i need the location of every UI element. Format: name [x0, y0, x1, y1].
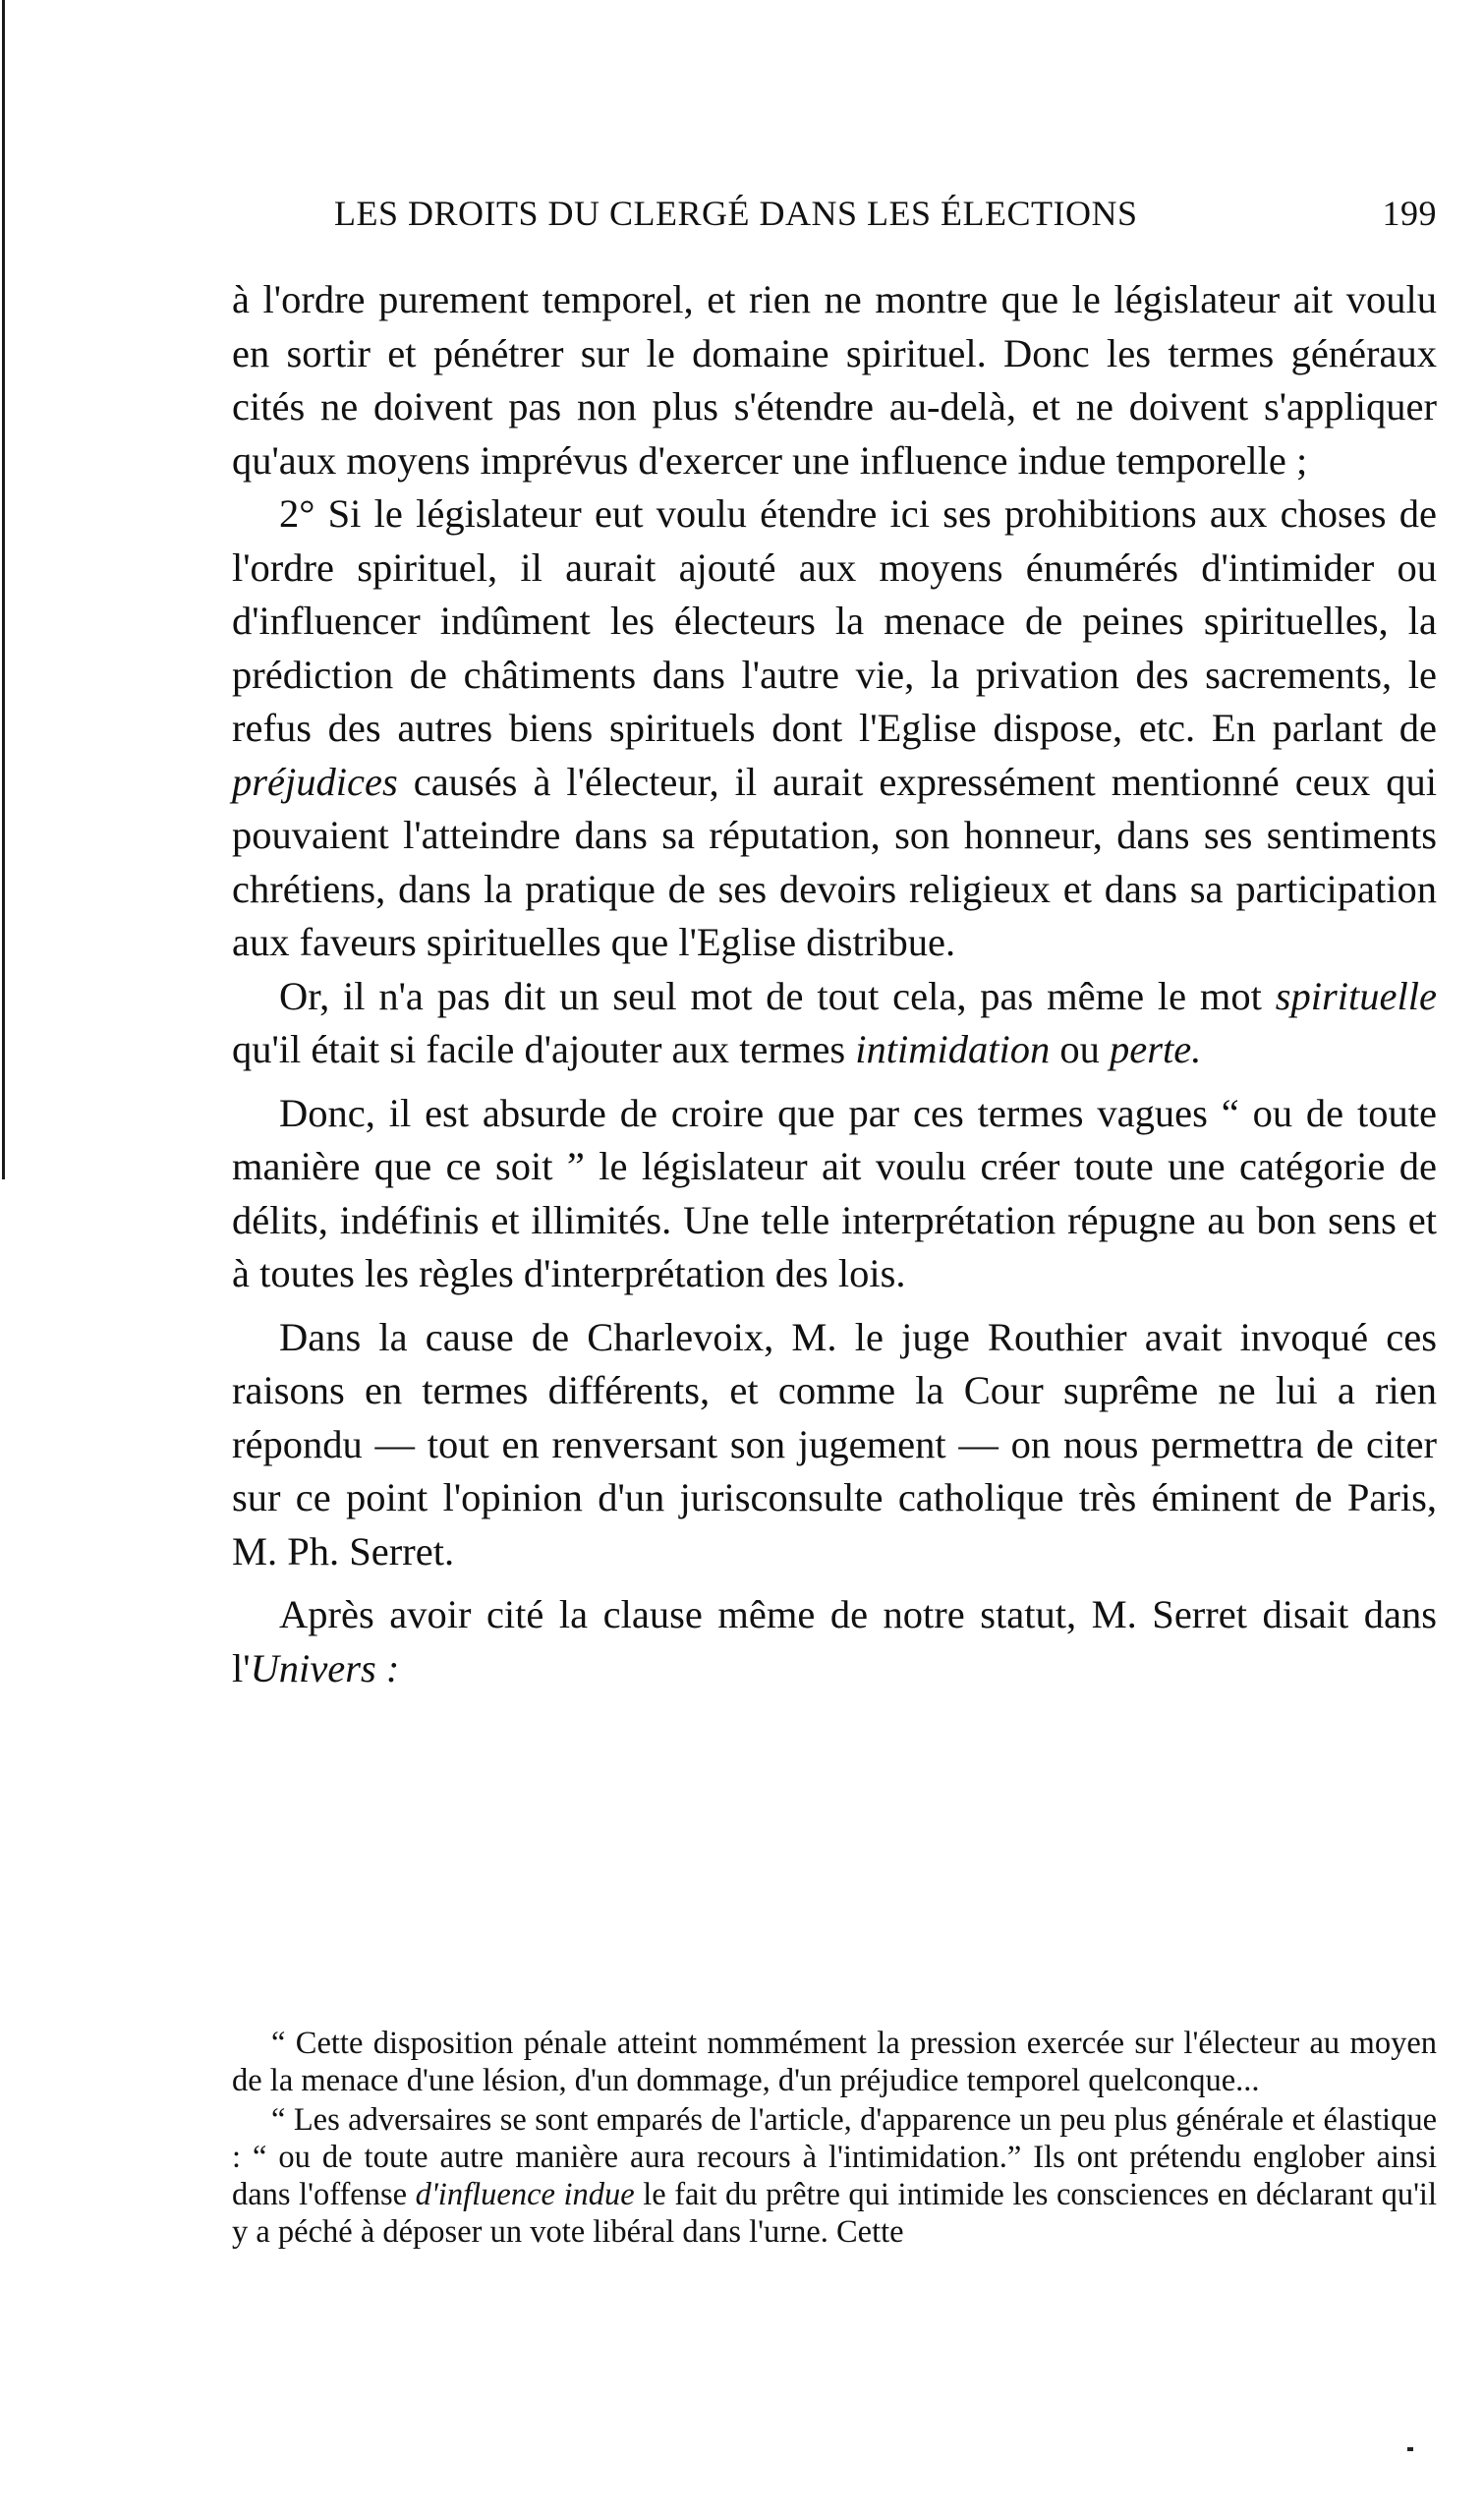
emphasis-perte: perte. — [1110, 1027, 1202, 1071]
page-edge-rule — [2, 0, 5, 1179]
quote-paragraph-2-part-b: le fait du prêtre qui intimide les consciences en déclarant qu'il y a péché à déposer un vote libéral dans l'urne. Cette — [232, 2177, 1437, 2250]
paragraph-4: Donc, il est absurde de croire que par ces termes vagues “ ou de toute manière que ce soit ” le législateur ait voulu créer toute une catégorie de délits, indéfinis et illimités. Une telle interprétation répugne au bon sens et à toutes les règles d'interprétation des lois. — [232, 1090, 1437, 1295]
paragraph-2-part-a: 2° Si le législateur eut voulu étendre ici ses prohibitions aux choses de l'ordre spirituel, il aurait ajouté aux moyens énumérés d'intimider ou d'influencer indûment les électeurs la menace de peines spirituelles, la prédiction de châtiments dans l'autre vie, la privation des sacrements, le refus des autres biens spirituels dont l'Eglise dispose, etc. En parlant de — [232, 491, 1437, 750]
main-text — [232, 273, 1437, 1695]
running-title: LES DROITS DU CLERGÉ DANS LES ÉLECTIONS — [334, 194, 1138, 233]
paragraph-3-part-c: ou — [1050, 1027, 1111, 1071]
emphasis-influence-indue: d'influence indue — [415, 2177, 635, 2212]
quote-paragraph-2-part-a: “ Les adversaires se sont emparés de l'article, d'apparence un peu plus générale et élastique : “ ou de toute autre manière aura recours à l'intimidation.” Ils ont prétendu englober ainsi dans l'offense — [232, 2102, 1437, 2212]
paragraph-2 — [232, 487, 1437, 970]
emphasis-univers: Univers : — [250, 1645, 400, 1690]
emphasis-intimidation: intimidation — [855, 1027, 1051, 1071]
print-speck — [1407, 2447, 1413, 2451]
paragraph-1: à l'ordre purement temporel, et rien ne montre que le législateur ait voulu en sortir et pénétrer sur le domaine spirituel. Donc les termes généraux cités ne doivent pas non plus s'étendre au-delà, et ne doivent s'appliquer qu'aux moyens imprévus d'exercer une influence indue temporelle ; — [232, 277, 1437, 483]
paragraph-6 — [232, 1588, 1437, 1695]
emphasis-prejudices: préjudices — [232, 759, 398, 804]
page-number: 199 — [1382, 194, 1437, 233]
block-quote — [232, 2025, 1437, 2251]
paragraph-6-part-a: Après avoir cité la clause même de notre statut, M. Serret disait dans l' — [232, 1592, 1437, 1690]
emphasis-spirituelle: spirituelle — [1275, 973, 1437, 1018]
paragraph-2-part-b: causés à l'électeur, il aurait expressément mentionné ceux qui pouvaient l'atteindre dans sa réputation, son honneur, dans ses sentiments chrétiens, dans la pratique de ses devoirs religieux et dans sa participation aux faveurs spirituelles que l'Eglise distribue. — [232, 759, 1437, 964]
paragraph-5: Dans la cause de Charlevoix, M. le juge Routhier avait invoqué ces raisons en termes différents, et comme la Cour suprême ne lui a rien répondu — tout en renversant son jugement — on nous permettra de citer sur ce point l'opinion d'un jurisconsulte catholique très éminent de Paris, M. Ph. Serret. — [232, 1314, 1437, 1574]
quote-paragraph-1: “ Cette disposition pénale atteint nommément la pression exercée sur l'électeur au moyen de la menace d'une lésion, d'un dommage, d'un préjudice temporel quelconque... — [232, 2026, 1437, 2098]
quote-paragraph-2 — [232, 2101, 1437, 2251]
paragraph-3-part-b: qu'il était si facile d'ajouter aux termes — [232, 1027, 856, 1071]
paragraph-3-part-a: Or, il n'a pas dit un seul mot de tout cela, pas même le mot — [279, 973, 1276, 1018]
paragraph-3 — [232, 970, 1437, 1077]
running-header — [334, 193, 1437, 234]
